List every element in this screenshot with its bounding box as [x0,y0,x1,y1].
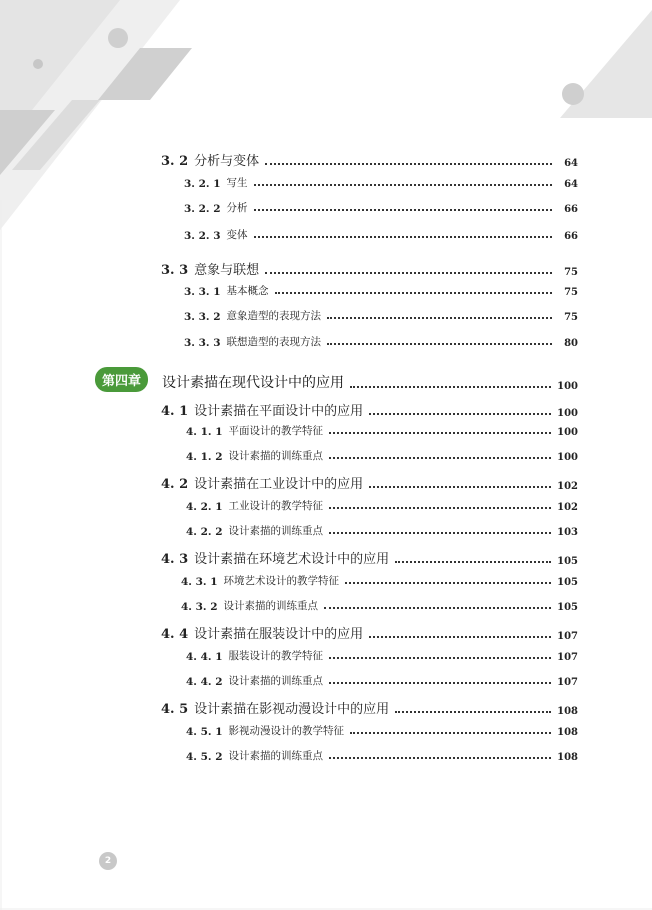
toc-entry-page: 108 [557,727,578,738]
toc-entry-title: 联想造型的表现方法 [226,336,322,348]
toc-entry-title: 设计素描在影视动漫设计中的应用 [194,702,390,717]
toc-entry-title: 工业设计的教学特征 [228,500,324,512]
toc-entry-title: 设计素描在现代设计中的应用 [162,375,345,391]
toc-entry-sub [186,648,578,663]
toc-entry-page: 105 [557,556,578,567]
chapter-badge: 第四章 [95,367,148,392]
toc-entry-page: 107 [557,677,578,688]
dot-leader [369,413,551,415]
toc-entry-title: 意象与联想 [194,263,260,278]
toc-entry-section [161,623,578,642]
toc-entry-page: 75 [564,312,578,323]
dot-leader [329,457,551,459]
toc-entry-page: 107 [557,631,578,642]
toc-entry-title: 设计素描在环境艺术设计中的应用 [194,552,390,567]
dot-leader [254,209,552,211]
dot-leader [265,163,552,165]
toc-entry-page: 107 [557,652,578,663]
toc-entry-title: 服装设计的教学特征 [228,650,324,662]
toc-entry-page: 103 [557,527,578,538]
toc-entry-number: 3. 3. 3 [184,337,221,349]
dot-leader [327,343,552,345]
dot-leader [369,636,551,638]
toc-entry-page: 75 [564,287,578,298]
toc-entry-title: 设计素描的训练重点 [228,525,324,537]
toc-entry-title: 设计素描在服装设计中的应用 [194,627,364,642]
toc-entry-title: 设计素描的训练重点 [228,450,324,462]
toc-entry-number: 3. 3 [161,263,189,278]
toc-entry-title: 设计素描的训练重点 [228,675,324,687]
toc-entry-title: 环境艺术设计的教学特征 [223,575,340,587]
toc-entry-sub [186,723,578,738]
toc-entry-number: 4. 2 [161,477,189,492]
toc-entry-page: 108 [557,752,578,763]
toc-entry-sub [184,200,578,215]
toc-entry-page: 64 [564,158,578,169]
toc-entry-page: 100 [557,408,578,419]
toc-entry-section [161,150,578,169]
toc-entry-sub [181,573,578,588]
dot-leader [369,486,551,488]
dot-leader [265,272,552,274]
toc-entry-number: 3. 2. 1 [184,178,221,190]
page-number: 2 [99,852,117,870]
toc-entry-title: 分析 [226,202,248,214]
toc-entry-sub [186,448,578,463]
dot-leader [327,317,552,319]
toc-entry-number: 4. 2. 2 [186,526,223,538]
toc-entry-sub [184,283,578,298]
toc-entry-page: 105 [557,577,578,588]
toc-entry-number: 4. 5. 2 [186,751,223,763]
toc-entry-title: 设计素描在工业设计中的应用 [194,477,364,492]
toc-entry-title: 写生 [226,177,248,189]
toc-entry-title: 设计素描的训练重点 [223,600,319,612]
toc-entry-title: 设计素描在平面设计中的应用 [194,404,364,419]
toc-entry-page: 64 [564,179,578,190]
toc-entry-number: 4. 3. 2 [181,601,218,613]
toc-entry-section [161,259,578,278]
toc-entry-sub [181,598,578,613]
toc-entry-number: 4. 3 [161,552,189,567]
toc-entry-page: 66 [564,231,578,242]
toc-entry-sub [186,748,578,763]
toc-entry-page: 100 [557,452,578,463]
toc-entry-title: 影视动漫设计的教学特征 [228,725,345,737]
toc-entry-number: 4. 5. 1 [186,726,223,738]
toc-entry-number: 4. 4. 2 [186,676,223,688]
toc-entry-title: 分析与变体 [194,154,260,169]
toc-entry-section [161,473,578,492]
toc-entry-page: 75 [564,267,578,278]
toc-entry-title: 基本概念 [226,285,269,297]
toc-entry-number: 4. 1. 1 [186,426,223,438]
toc-entry-page: 102 [557,502,578,513]
toc-entry-title: 设计素描的训练重点 [228,750,324,762]
toc-entry-number: 4. 2. 1 [186,501,223,513]
dot-leader [329,657,551,659]
toc-entry-page: 66 [564,204,578,215]
dot-leader [345,582,551,584]
toc-entry-section [161,548,578,567]
dot-leader [254,236,552,238]
toc-entry-sub [186,673,578,688]
toc-entry-number: 3. 2 [161,154,189,169]
toc-entry-number: 3. 3. 2 [184,311,221,323]
toc-entry-section [161,698,578,717]
toc-entry-sub [184,175,578,190]
dot-leader [395,711,551,713]
dot-leader [329,432,551,434]
toc-entry-page: 105 [557,602,578,613]
dot-leader [254,184,552,186]
dot-leader [395,561,551,563]
toc-entry-sub [184,334,578,349]
dot-leader [350,386,551,388]
toc-entry-page: 100 [557,427,578,438]
toc-entry-number: 4. 4. 1 [186,651,223,663]
dot-leader [275,292,552,294]
toc-entry-section [161,400,578,419]
toc-entry-number: 3. 2. 2 [184,203,221,215]
toc-entry-title: 平面设计的教学特征 [228,425,324,437]
toc-entry-chapter [95,367,578,392]
toc-entry-page: 108 [557,706,578,717]
toc-entry-number: 3. 2. 3 [184,230,221,242]
toc-entry-sub [186,423,578,438]
dot-leader [350,732,551,734]
toc-entry-page: 100 [557,381,578,392]
toc-entry-title: 变体 [226,229,248,241]
toc-entry-sub [186,498,578,513]
dot-leader [329,532,551,534]
toc-entry-sub [184,227,578,242]
toc-entry-number: 4. 3. 1 [181,576,218,588]
toc-entry-number: 4. 5 [161,702,189,717]
dot-leader [329,507,551,509]
toc-entry-sub [186,523,578,538]
dot-leader [329,682,551,684]
dot-leader [324,607,551,609]
dot-leader [329,757,551,759]
toc-entry-page: 80 [564,338,578,349]
toc-entry-sub [184,308,578,323]
toc-entry-number: 4. 1 [161,404,189,419]
toc-entry-number: 4. 4 [161,627,189,642]
toc-entry-page: 102 [557,481,578,492]
toc-entry-number: 4. 1. 2 [186,451,223,463]
toc-entry-title: 意象造型的表现方法 [226,310,322,322]
toc-entry-number: 3. 3. 1 [184,286,221,298]
